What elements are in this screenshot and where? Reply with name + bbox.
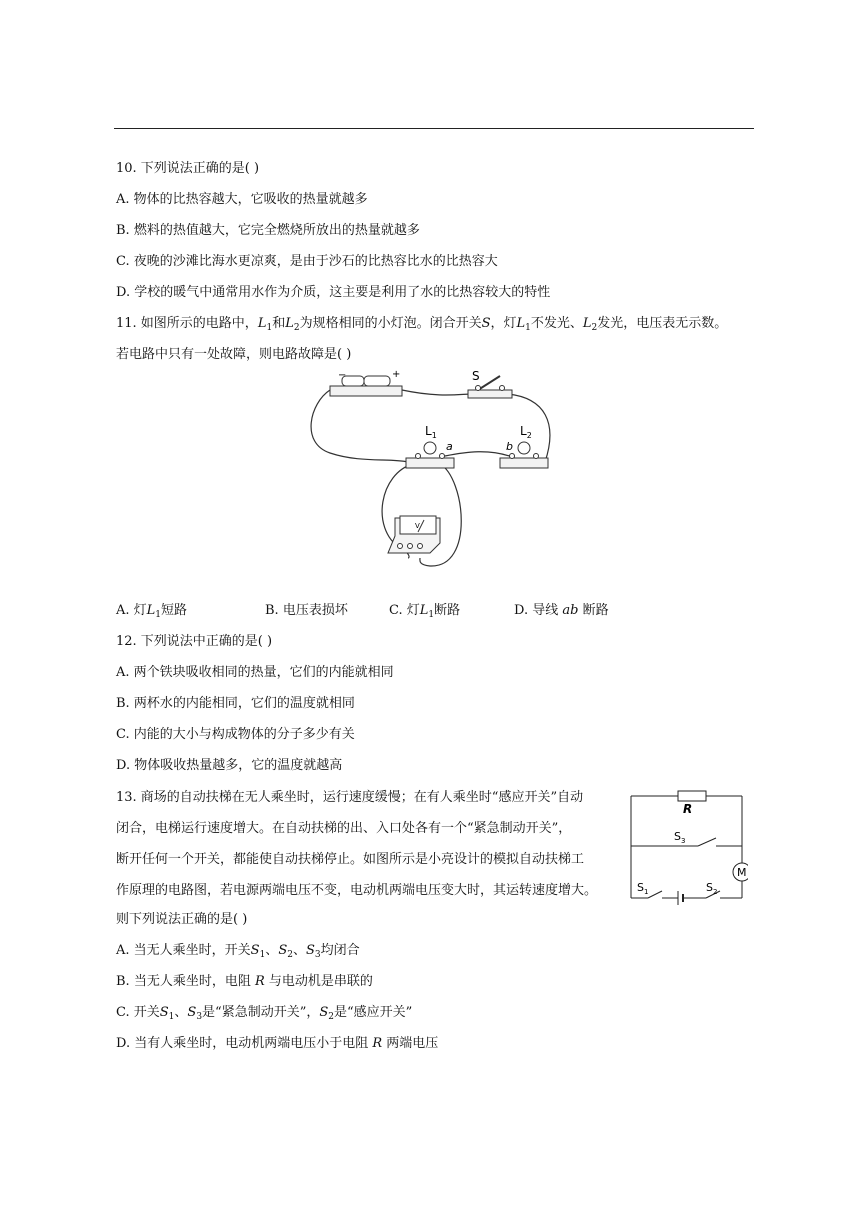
q13-stem-line2: 闭合，电梯运行速度增大。在自动扶梯的出、入口处各有一个“紧急制动开关”，	[116, 821, 572, 836]
var-sub: 1	[428, 610, 435, 620]
lamp1-base	[406, 458, 454, 468]
q11-stem-text: 不发光、	[530, 316, 583, 331]
voltmeter-terminal	[408, 544, 413, 549]
q11-stem-text: 和	[272, 316, 286, 331]
q10-option-c: C. 夜晚的沙滩比海水更凉爽，是由于沙石的比热容比水的比热容大	[116, 254, 498, 269]
q13-option-b-text: 与电动机是串联的	[264, 974, 373, 989]
var-s: S	[159, 1005, 169, 1020]
var-l: L	[146, 603, 156, 618]
q11-stem-line2: 若电路中只有一处故障，则电路故障是( )	[116, 347, 352, 362]
q11-stem-text: ，灯	[490, 316, 517, 331]
lamp2-letter: L	[520, 424, 527, 438]
switch-s1-label	[637, 881, 648, 896]
q13-stem-line1: 13. 商场的自动扶梯在无人乘坐时，运行速度缓慢；在有人乘坐时“感应开关”自动	[116, 790, 584, 805]
battery-minus-label: −	[338, 370, 347, 381]
var-sub: 2	[287, 950, 293, 960]
q13-option-d-text: 两端电压	[382, 1036, 439, 1051]
q13-option-c	[116, 1004, 412, 1022]
var-s: S	[481, 316, 491, 331]
q11-stem	[116, 315, 727, 333]
q12-option-c: C. 内能的大小与构成物体的分子多少有关	[116, 727, 355, 742]
var-l: L	[582, 316, 592, 331]
var-s: S	[187, 1005, 197, 1020]
var-sub: 1	[525, 323, 531, 333]
var-l: L	[257, 316, 267, 331]
q13-option-d-text: D. 当有人乘坐时，电动机两端电压小于电阻	[116, 1036, 373, 1051]
var-r: R	[254, 974, 265, 989]
switch-s3-label	[674, 830, 685, 845]
resistor-r	[678, 791, 706, 801]
voltmeter-label: V	[415, 522, 420, 530]
q13-circuit-svg	[628, 788, 748, 906]
lamp1-letter: L	[425, 424, 432, 438]
lamp1-bulb	[424, 442, 436, 454]
q11-option-d-text: 断路	[578, 603, 609, 618]
switch-s3-letter: S	[674, 830, 681, 843]
q10-stem: 10. 下列说法正确的是( )	[116, 161, 260, 176]
q13-option-a-text: 、	[265, 943, 279, 958]
switch-label: S	[472, 369, 480, 383]
var-sub: 2	[328, 1012, 334, 1022]
lamp1-label	[425, 424, 437, 440]
var-sub: 1	[155, 610, 162, 620]
q13-option-a-text: 均闭合	[320, 943, 360, 958]
q10-option-d: D. 学校的暖气中通常用水作为介质，这主要是利用了水的比热容较大的特性	[116, 285, 551, 300]
lamp2-post	[534, 454, 539, 459]
q11-stem-text: 发光，电压表无示数。	[597, 316, 728, 331]
q13-option-c-text: C. 开关	[116, 1005, 160, 1020]
q12-option-b: B. 两杯水的内能相同，它们的温度就相同	[116, 696, 355, 711]
q11-option-c	[389, 602, 460, 620]
resistor-label: R	[683, 802, 693, 816]
var-s: S	[278, 943, 288, 958]
var-r: R	[372, 1036, 383, 1051]
lamp2-sub: 2	[526, 431, 532, 440]
switch-s3-sub: 3	[680, 837, 686, 845]
q11-stem-text: 11. 如图所示的电路中，	[116, 316, 258, 331]
q11-option-a-text: A. 灯	[116, 603, 147, 618]
switch-s2-label	[706, 881, 717, 896]
q11-option-c-text: C. 灯	[389, 603, 420, 618]
lamp2-label	[520, 424, 532, 440]
point-b-label: b	[506, 440, 513, 453]
var-s: S	[319, 1005, 329, 1020]
var-sub: 1	[168, 1012, 175, 1022]
q13-option-a-text: 、	[292, 943, 306, 958]
battery-plus-label: +	[392, 369, 401, 380]
motor-label: M	[737, 866, 747, 879]
q13-stem-line3: 断开任何一个开关，都能使自动扶梯停止。如图所示是小亮设计的模拟自动扶梯工	[116, 852, 585, 867]
lamp1-sub: 1	[431, 431, 437, 440]
var-s: S	[250, 943, 260, 958]
var-sub: 3	[196, 1012, 203, 1022]
lamp1-post	[416, 454, 421, 459]
q13-option-a-text: A. 当无人乘坐时，开关	[116, 943, 251, 958]
q11-option-a-text: 短路	[161, 603, 188, 618]
switch-base	[468, 390, 512, 398]
var-l: L	[516, 316, 526, 331]
voltmeter-terminal	[398, 544, 403, 549]
battery-base	[330, 386, 402, 396]
q11-stem-text: 为规格相同的小灯泡。闭合开关	[299, 316, 482, 331]
switch-s1	[648, 891, 662, 898]
q12-option-d: D. 物体吸收热量越多，它的温度就越高	[116, 758, 343, 773]
q13-stem-line4: 作原理的电路图，若电源两端电压不变，电动机两端电压变大时，其运转速度增大。	[116, 883, 598, 898]
q10-option-a: A. 物体的比热容越大，它吸收的热量就越多	[116, 192, 368, 207]
wire-battery-switch	[402, 390, 472, 395]
switch-s1-letter: S	[637, 881, 644, 894]
q11-circuit-svg	[300, 368, 580, 573]
lamp1-post	[440, 454, 445, 459]
switch-s2-sub: 2	[712, 888, 718, 896]
battery-cell-2	[364, 376, 390, 386]
var-sub: 1	[266, 323, 273, 333]
switch-blade	[478, 376, 500, 390]
switch-post	[500, 386, 505, 391]
var-sub: 2	[293, 323, 300, 333]
var-s: S	[305, 943, 315, 958]
q11-option-b: B. 电压表损坏	[265, 603, 348, 618]
lamp2-post	[510, 454, 515, 459]
q10-option-b: B. 燃料的热值越大，它完全燃烧所放出的热量就越多	[116, 223, 420, 238]
wire-ab	[445, 452, 515, 458]
point-a-label: a	[446, 440, 453, 453]
q13-option-b	[116, 973, 373, 991]
q13-option-a	[116, 942, 360, 960]
q13-option-c-text: 是“紧急制动开关”，	[202, 1005, 320, 1020]
q12-stem: 12. 下列说法中正确的是( )	[116, 634, 273, 649]
switch-s3	[698, 838, 716, 846]
q13-circuit-figure	[628, 788, 748, 906]
switch-s2-letter: S	[706, 881, 713, 894]
lamp2-bulb	[518, 442, 530, 454]
var-l: L	[419, 603, 429, 618]
wire-battery-lamp1	[311, 390, 408, 462]
var-sub: 3	[314, 950, 321, 960]
q13-option-b-text: B. 当无人乘坐时，电阻	[116, 974, 255, 989]
q11-circuit-figure	[300, 368, 580, 573]
q13-option-d	[116, 1035, 438, 1053]
q13-option-c-text: 是“感应开关”	[333, 1005, 413, 1020]
q11-option-c-text: 断路	[434, 603, 461, 618]
var-ab: ab	[562, 603, 579, 618]
header-rule	[114, 128, 754, 129]
switch-s1-sub: 1	[643, 888, 649, 896]
var-sub: 1	[259, 950, 266, 960]
q11-option-d	[514, 602, 609, 620]
switch-post	[476, 386, 481, 391]
q11-option-d-text: D. 导线	[514, 603, 563, 618]
q11-option-a	[116, 602, 187, 620]
var-sub: 2	[591, 323, 598, 333]
lamp2-base	[500, 458, 548, 468]
voltmeter-terminal	[418, 544, 423, 549]
var-l: L	[285, 316, 294, 331]
q13-option-c-text: 、	[174, 1005, 188, 1020]
q13-stem-line5: 则下列说法正确的是( )	[116, 912, 248, 927]
q12-option-a: A. 两个铁块吸收相同的热量，它们的内能就相同	[116, 665, 394, 680]
